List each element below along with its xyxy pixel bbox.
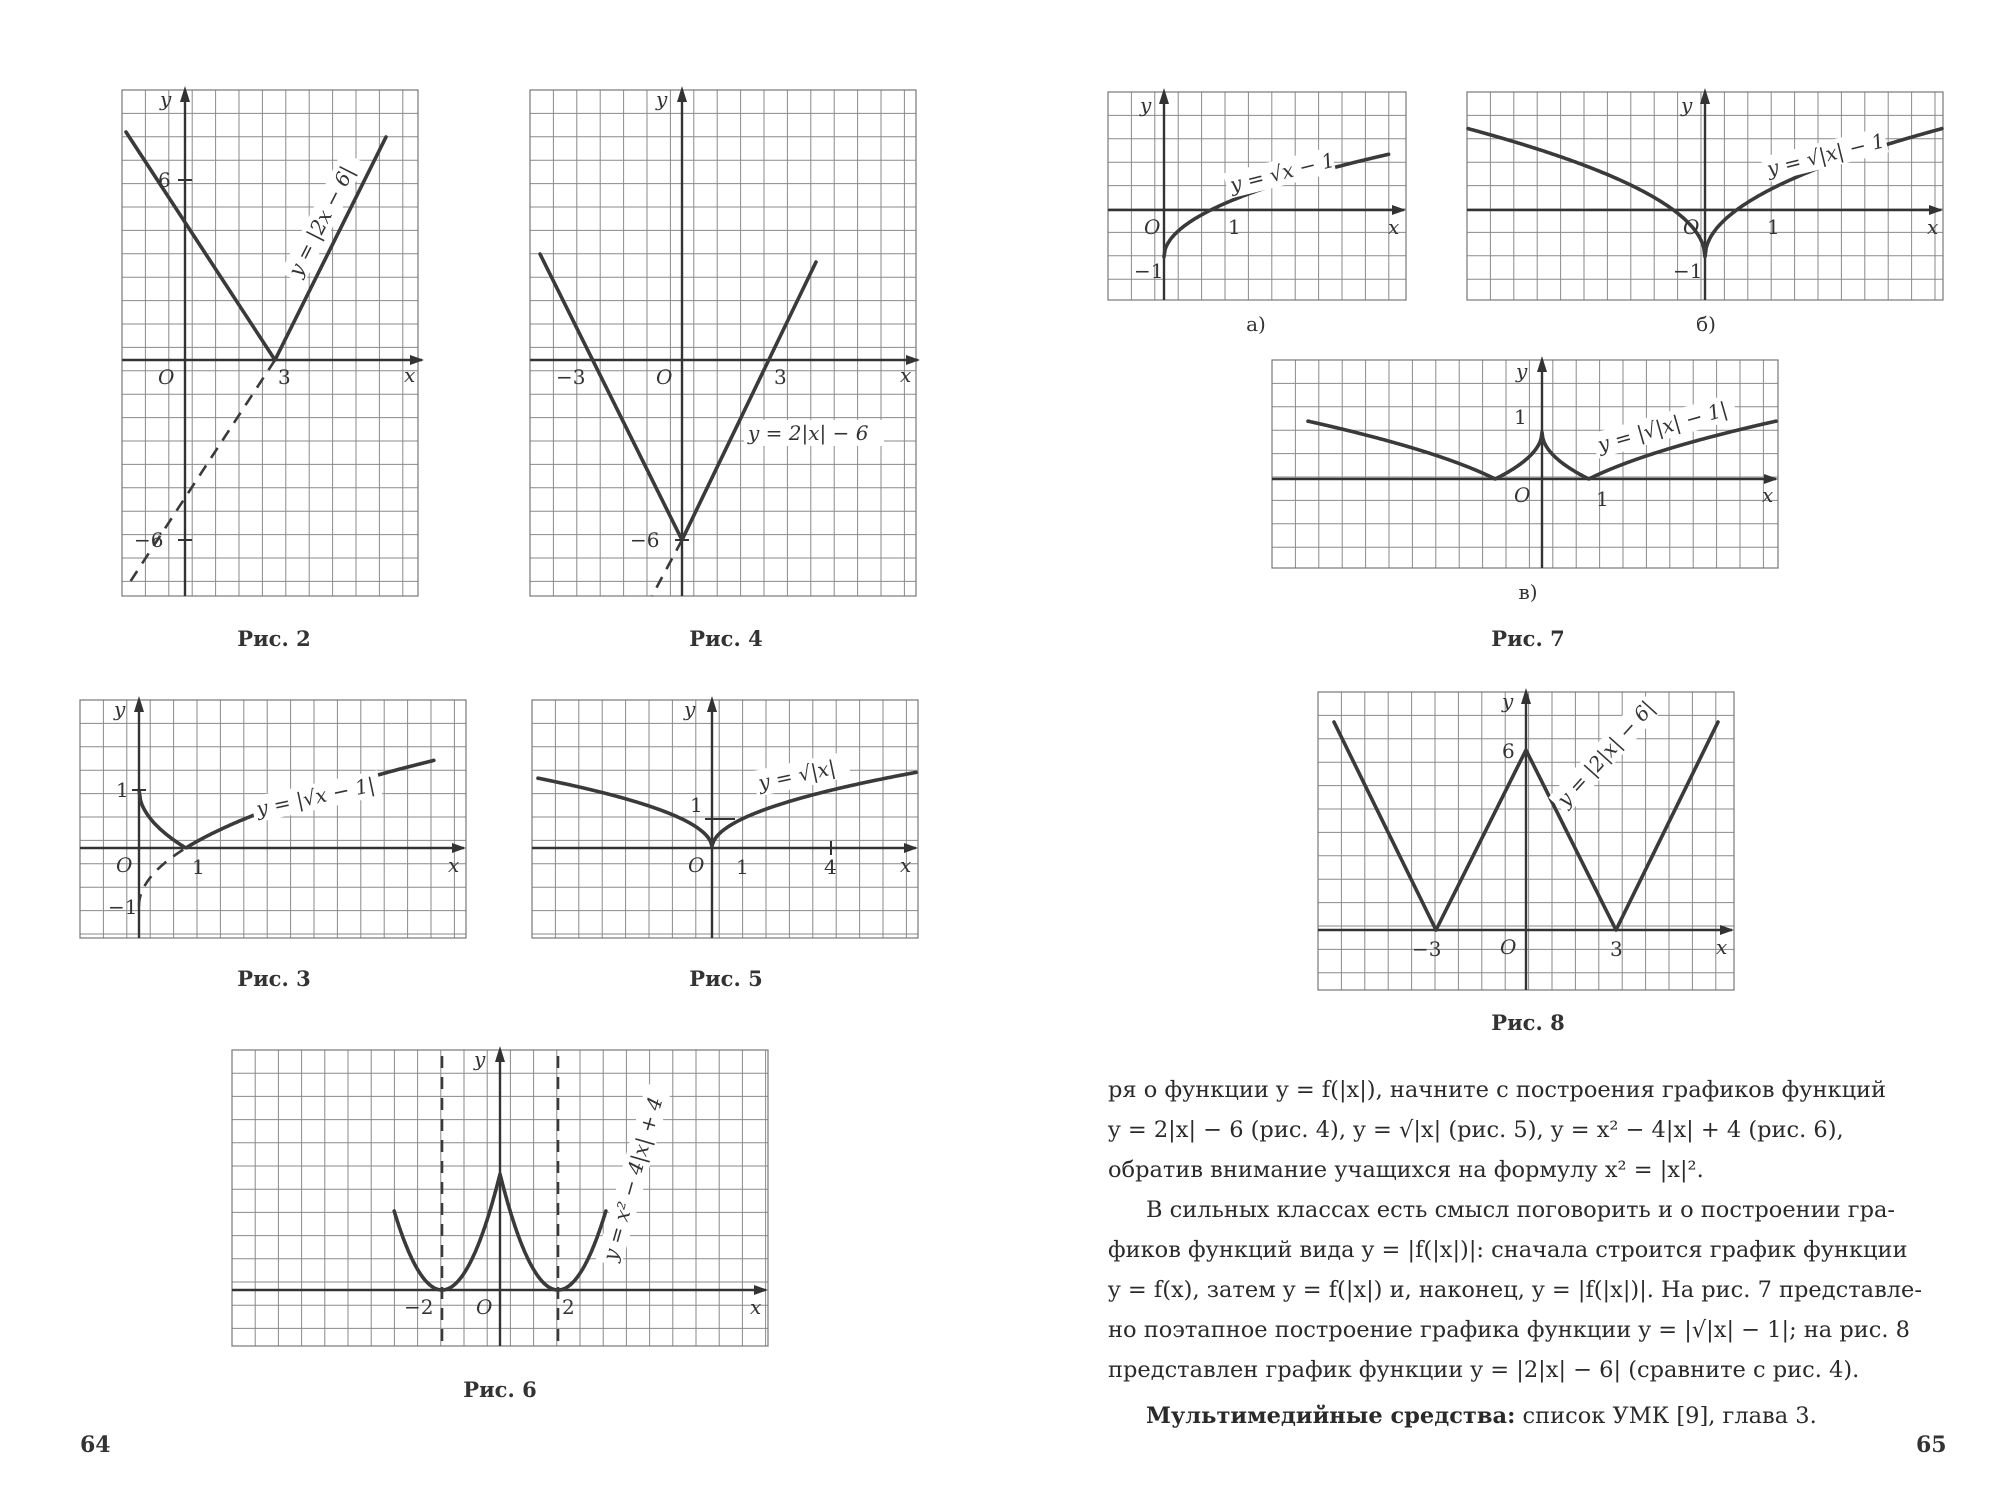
- origin-label: O: [1683, 215, 1700, 239]
- y-axis-arrow-icon: [180, 86, 190, 102]
- tick-label-3: 3: [774, 365, 787, 389]
- tick-label-1: 1: [192, 855, 205, 879]
- y-axis-arrow-icon: [1159, 88, 1169, 104]
- para1-line2: y = 2|x| − 6 (рис. 4), y = √|x| (рис. 5), y = x² − 4|x| + 4 (рис. 6),: [1108, 1117, 1844, 1143]
- para1-line3: обратив внимание учащихся на формулу x² = |x|².: [1108, 1157, 1704, 1183]
- y-label: y: [474, 1047, 486, 1071]
- grid-frame: [1272, 360, 1778, 568]
- figure-7c: [1272, 360, 1782, 570]
- origin-label: O: [1144, 215, 1161, 239]
- x-label: x: [900, 363, 912, 387]
- y-label: y: [1516, 359, 1528, 383]
- svg-text:y = x² − 4|x| + 4: y = x² − 4|x| + 4: [597, 1094, 668, 1264]
- x-axis-arrow-icon: [452, 843, 466, 853]
- figure-7a: [1108, 92, 1408, 302]
- para2-line5: представлен график функции y = |2|x| − 6| (сравните с рис. 4).: [1108, 1357, 1860, 1383]
- page-number-right: 65: [1916, 1432, 1947, 1458]
- caption-fig4: Рис. 4: [689, 626, 763, 651]
- tick-label-6: 6: [158, 168, 171, 192]
- y-axis-arrow-icon: [1537, 356, 1547, 372]
- grid: [1272, 360, 1778, 568]
- x-label: x: [1716, 935, 1728, 959]
- equation-label: [250, 770, 383, 822]
- x-label: x: [1388, 215, 1400, 239]
- figure-4-graph: [530, 87, 920, 600]
- tick-label-2: 2: [562, 1295, 575, 1319]
- svg-text:y = √|x|: y = √|x|: [756, 755, 838, 795]
- tick-label-1: 1: [1767, 215, 1780, 239]
- para2-line3: y = f(x), затем y = f(|x|) и, наконец, y = |f(|x|)|. На рис. 7 представле-: [1108, 1277, 1922, 1303]
- origin-label: O: [476, 1295, 493, 1319]
- equation-label: [744, 420, 884, 446]
- x-label: x: [1762, 483, 1774, 507]
- svg-text:y = √x − 1: y = √x − 1: [1227, 147, 1338, 197]
- multimedia-text: список УМК [9], глава 3.: [1515, 1403, 1817, 1429]
- y-axis-arrow-icon: [134, 696, 144, 712]
- equation-label: [1223, 147, 1337, 199]
- subcaption-7a: а): [1246, 312, 1266, 336]
- grid: [530, 90, 916, 596]
- tick-label-3: 3: [278, 365, 291, 389]
- tick-label-neg6: −6: [134, 528, 164, 552]
- svg-text:y = √|x| − 1: y = √|x| − 1: [1764, 128, 1888, 181]
- tick-label-neg1: −1: [1673, 259, 1703, 283]
- tick-label-neg1: −1: [1134, 259, 1164, 283]
- origin-label: O: [1500, 935, 1517, 959]
- x-label: x: [900, 853, 912, 877]
- origin-label: O: [116, 853, 133, 877]
- tick-label-1: 1: [1596, 487, 1609, 511]
- subcaption-7b: б): [1696, 312, 1716, 336]
- tick-label-1: 1: [1228, 215, 1241, 239]
- tick-label-neg1: −1: [108, 895, 138, 919]
- x-axis-arrow-icon: [1929, 205, 1943, 215]
- y-label: y: [656, 87, 668, 111]
- x-label: x: [404, 363, 416, 387]
- origin-label: O: [1514, 483, 1531, 507]
- para1-line1: ря о функции y = f(|x|), начните с построения графиков функций: [1108, 1077, 1887, 1103]
- caption-fig2: Рис. 2: [237, 626, 311, 651]
- tick-label-y1: 1: [116, 778, 129, 802]
- figure-8: [1318, 689, 1738, 992]
- caption-fig8: Рис. 8: [1491, 1010, 1565, 1035]
- caption-fig3: Рис. 3: [237, 966, 311, 991]
- para3: [1108, 1396, 1938, 1436]
- y-axis-arrow-icon: [707, 696, 717, 712]
- figure-2: [122, 87, 422, 600]
- y-label: y: [684, 697, 696, 721]
- page-number-left: 64: [80, 1432, 111, 1458]
- x-label: x: [448, 853, 460, 877]
- figure-2-graph: [122, 87, 422, 600]
- caption-fig5: Рис. 5: [689, 966, 763, 991]
- equation-label: [596, 1083, 672, 1267]
- figure-4: [530, 87, 920, 600]
- tick-label-1: 1: [736, 855, 749, 879]
- equation-label: [1548, 694, 1661, 815]
- y-axis-arrow-icon: [1521, 688, 1531, 704]
- figure-6: [232, 1047, 772, 1350]
- x-axis-arrow-icon: [1392, 205, 1406, 215]
- body-text: [1108, 1070, 1938, 1436]
- subcaption-7c: в): [1518, 580, 1538, 604]
- tick-label-neg3: −3: [556, 365, 586, 389]
- figure-7b-graph: [1467, 92, 1947, 302]
- svg-text:y = |√|x| − 1|: y = |√|x| − 1|: [1594, 396, 1731, 457]
- tick-label-neg3: −3: [1412, 937, 1442, 961]
- graph-curve: [540, 254, 816, 540]
- figure-6-graph: [232, 1047, 772, 1350]
- caption-fig6: Рис. 6: [463, 1377, 537, 1402]
- y-label: y: [1502, 689, 1514, 713]
- dashed-curve: [139, 848, 186, 906]
- y-axis-arrow-icon: [495, 1046, 505, 1062]
- svg-text:y = |2x − 6|: y = |2x − 6|: [283, 162, 360, 281]
- para2-line1: В сильных классах есть смысл поговорить и о построении гра-: [1146, 1197, 1896, 1223]
- figure-8-graph: [1318, 689, 1738, 992]
- tick-label-y1: 1: [690, 793, 703, 817]
- y-label: y: [114, 697, 126, 721]
- x-axis-arrow-icon: [904, 843, 918, 853]
- y-axis-arrow-icon: [677, 86, 687, 102]
- tick-label-4: 4: [824, 855, 837, 879]
- tick-label-6: 6: [1502, 739, 1515, 763]
- tick-label-3: 3: [1610, 937, 1623, 961]
- origin-label: O: [688, 853, 705, 877]
- svg-text:y = |√x − 1|: y = |√x − 1|: [254, 772, 377, 821]
- equation-label: [1760, 127, 1889, 183]
- origin-label: O: [656, 365, 673, 389]
- svg-text:y = |2|x| − 6|: y = |2|x| − 6|: [1551, 695, 1660, 812]
- x-label: x: [750, 1295, 762, 1319]
- svg-text:y = 2|x| − 6: y = 2|x| − 6: [748, 421, 869, 445]
- para2-line4: но поэтапное построение графика функции y = |√|x| − 1|; на рис. 8: [1108, 1317, 1910, 1343]
- figure-3-graph: [80, 697, 470, 940]
- y-label: y: [160, 87, 172, 111]
- figure-3: [80, 697, 470, 940]
- x-label: x: [1927, 215, 1939, 239]
- figure-7b: [1467, 92, 1947, 302]
- tick-label-neg6: −6: [630, 528, 660, 552]
- tick-label-y1: 1: [1514, 405, 1527, 429]
- figure-5-graph: [532, 697, 922, 940]
- y-label: y: [1681, 93, 1693, 117]
- figure-7c-graph: [1272, 360, 1782, 570]
- caption-fig7: Рис. 7: [1491, 626, 1565, 651]
- figure-7a-graph: [1108, 92, 1408, 302]
- tick-label-neg2: −2: [404, 1295, 434, 1319]
- figure-5: [532, 697, 922, 940]
- y-label: y: [1140, 93, 1152, 117]
- multimedia-heading: Мультимедийные средства:: [1146, 1403, 1516, 1429]
- para2-line2: фиков функций вида y = |f(|x|)|: сначала строится график функции: [1108, 1237, 1908, 1263]
- origin-label: O: [158, 365, 175, 389]
